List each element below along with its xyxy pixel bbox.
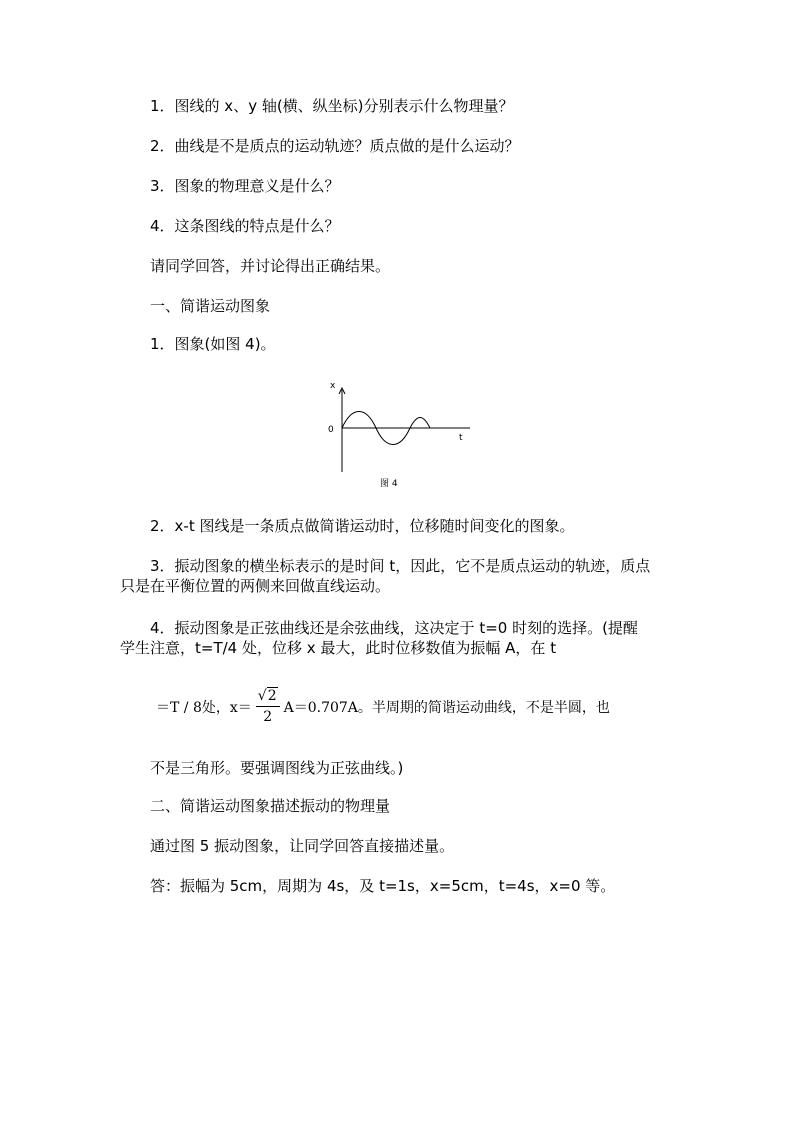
- question-4: 4．这条图线的特点是什么？: [150, 217, 340, 235]
- section-heading-1: 一、简谐运动图象: [150, 297, 271, 315]
- section1-item-4-line-2: 学生注意，t=T/4 处，位移 x 最大，此时位移数值为振幅 A，在 t: [120, 639, 557, 657]
- section1-item-3-line-2: 只是在平衡位置的两侧来回做直线运动。: [120, 577, 391, 595]
- figure-4: [318, 376, 480, 496]
- sqrt-sign: √2: [257, 687, 277, 704]
- formula-line: [156, 688, 610, 728]
- origin-label: 0: [328, 425, 334, 435]
- discussion-prompt: 请同学回答，并讨论得出正确结果。: [150, 257, 391, 275]
- question-3: 3．图象的物理意义是什么？: [150, 177, 340, 195]
- section1-item-3-line-1: 3．振动图象的横坐标表示的是时间 t，因此，它不是质点运动的轨迹，质点: [150, 557, 651, 575]
- formula-prefix: ＝T / 8处，x＝: [156, 700, 252, 716]
- sqrt2-over-2: $\frac{√2}{2}$: [256, 687, 280, 726]
- section2-answer: 答：振幅为 5cm，周期为 4s，及 t=1s，x=5cm，t=4s，x=0 等。: [150, 877, 616, 895]
- section2-text: 通过图 5 振动图象，让同学回答直接描述量。: [150, 837, 455, 855]
- y-axis-label: x: [330, 381, 336, 391]
- question-2: 2．曲线是不是质点的运动轨迹？质点做的是什么运动？: [150, 137, 520, 155]
- x-axis-label: t: [459, 433, 463, 443]
- section1-item-4-line-1: 4．振动图象是正弦曲线还是余弦曲线，这决定于 t=0 时刻的选择。(提醒: [150, 619, 638, 637]
- figure-caption: 图 4: [380, 479, 398, 489]
- section1-item-2: 2．x-t 图线是一条质点做简谐运动时，位移随时间变化的图象。: [150, 517, 575, 535]
- section-heading-2: 二、简谐运动图象描述振动的物理量: [150, 797, 391, 815]
- sine-graph: [318, 376, 480, 496]
- question-1: 1．图线的 x、y 轴(横、纵坐标)分别表示什么物理量？: [150, 97, 514, 115]
- section1-item-1: 1．图象(如图 4)。: [150, 335, 276, 353]
- formula-suffix: A＝0.707A。半周期的简谐运动曲线，不是半圆，也: [283, 700, 610, 716]
- section1-item-4-line-4: 不是三角形。要强调图线为正弦曲线。): [150, 759, 404, 777]
